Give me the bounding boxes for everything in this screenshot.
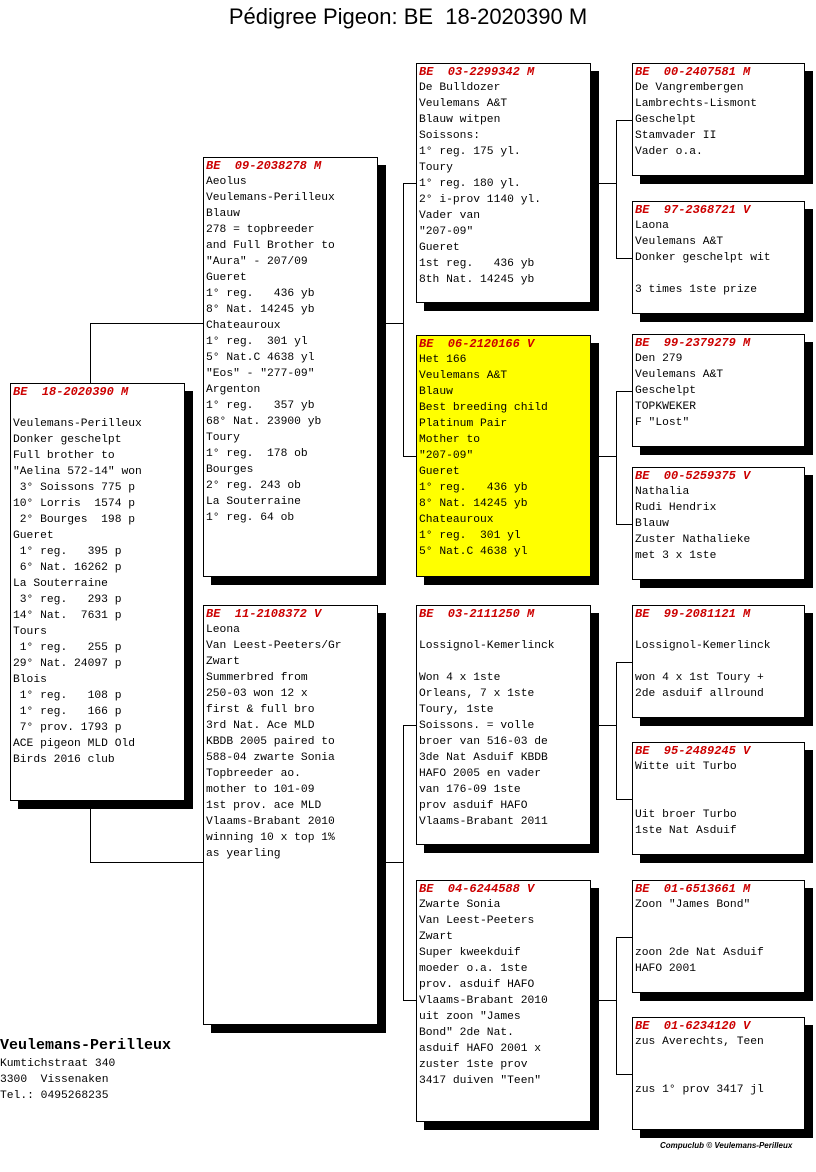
pigeon-info-line: Toury, 1ste bbox=[419, 704, 494, 716]
pigeon-info-line: Gueret bbox=[13, 530, 54, 542]
pigeon-info-line: Blauw witpen bbox=[419, 114, 501, 126]
connector-line bbox=[90, 862, 203, 863]
pigeon-info-line: 1st prov. ace MLD bbox=[206, 800, 322, 812]
pigeon-info-line: 2° i-prov 1140 yl. bbox=[419, 194, 542, 206]
connector-line bbox=[378, 862, 403, 863]
pigeon-box-ssd bbox=[632, 201, 805, 314]
pigeon-info-line: Aeolus bbox=[206, 176, 247, 188]
ring-number: BE 00-5259375 V bbox=[635, 469, 751, 483]
pigeon-info-line: KBDB 2005 paired to bbox=[206, 736, 335, 748]
pigeon-info-line: Gueret bbox=[206, 272, 247, 284]
connector-line bbox=[90, 801, 91, 863]
pigeon-info-line: asduif HAFO 2001 x bbox=[419, 1043, 542, 1055]
pigeon-info-line: Nathalia bbox=[635, 486, 690, 498]
breeder-city: 3300 Vissenaken bbox=[0, 1074, 109, 1086]
pigeon-info-line: De Bulldozer bbox=[419, 82, 501, 94]
pigeon-info-line: uit zoon "James bbox=[419, 1011, 521, 1023]
pigeon-info-line: 6° Nat. 16262 p bbox=[13, 562, 122, 574]
pigeon-info-line: Vader o.a. bbox=[635, 146, 703, 158]
pigeon-info-line: Leona bbox=[206, 624, 240, 636]
pigeon-info-line bbox=[635, 1050, 804, 1066]
pigeon-info-line: Lossignol-Kemerlinck bbox=[419, 640, 555, 652]
ring-number: BE 99-2379279 M bbox=[635, 336, 751, 350]
pigeon-info-line: 3rd Nat. Ace MLD bbox=[206, 720, 315, 732]
pigeon-info-line: Van Leest-Peeters bbox=[419, 915, 535, 927]
pigeon-info-line: 1° reg. 436 yb bbox=[206, 288, 315, 300]
ring-number: BE 09-2038278 M bbox=[206, 159, 322, 173]
pigeon-info-line: zoon 2de Nat Asduif bbox=[635, 947, 764, 959]
pigeon-info-line: broer van 516-03 de bbox=[419, 736, 548, 748]
pigeon-info-line bbox=[635, 266, 804, 282]
pigeon-info-line: Argenton bbox=[206, 384, 261, 396]
connector-line bbox=[403, 1000, 416, 1001]
connector-line bbox=[616, 120, 632, 121]
pigeon-box-dss bbox=[632, 605, 805, 718]
pigeon-info-line: HAFO 2005 en vader bbox=[419, 768, 542, 780]
pigeon-info-line: 3° reg. 293 p bbox=[13, 594, 122, 606]
pigeon-info-line: La Souterraine bbox=[206, 496, 301, 508]
pigeon-info-line: 1st reg. 436 yb bbox=[419, 258, 535, 270]
ring-number: BE 00-2407581 M bbox=[635, 65, 751, 79]
connector-line bbox=[616, 799, 632, 800]
pigeon-info-line bbox=[635, 775, 804, 791]
pigeon-info-line: prov. asduif HAFO bbox=[419, 979, 535, 991]
pigeon-info-line: 5° Nat.C 4638 yl bbox=[419, 546, 528, 558]
connector-line bbox=[616, 937, 617, 1074]
pigeon-info-line: HAFO 2001 bbox=[635, 963, 697, 975]
pigeon-info-line: Uit broer Turbo bbox=[635, 809, 737, 821]
pigeon-info-line: Vlaams-Brabant 2011 bbox=[419, 816, 548, 828]
pigeon-info-line: 29° Nat. 24097 p bbox=[13, 658, 122, 670]
pigeon-info-line bbox=[635, 1066, 804, 1082]
pigeon-info-line: mother to 101-09 bbox=[206, 784, 315, 796]
pigeon-info-line: 68° Nat. 23900 yb bbox=[206, 416, 322, 428]
ring-number: BE 11-2108372 V bbox=[206, 607, 322, 621]
connector-line bbox=[616, 524, 632, 525]
pigeon-info-line: Vlaams-Brabant 2010 bbox=[206, 816, 335, 828]
pigeon-info-line: Veulemans A&T bbox=[635, 236, 724, 248]
pigeon-box-dam-sire bbox=[416, 605, 591, 845]
pigeon-info-line: Won 4 x 1ste bbox=[419, 672, 501, 684]
ring-number: BE 01-6513661 M bbox=[635, 882, 751, 896]
pigeon-info-line: Soissons: bbox=[419, 130, 481, 142]
pigeon-info-line: met 3 x 1ste bbox=[635, 550, 717, 562]
pigeon-info-line: ACE pigeon MLD Old bbox=[13, 738, 136, 750]
pigeon-info-line: 7° prov. 1793 p bbox=[13, 722, 122, 734]
pigeon-box-subject bbox=[10, 383, 185, 801]
pigeon-info-line: 8° Nat. 14245 yb bbox=[206, 304, 315, 316]
pigeon-info-line: moeder o.a. 1ste bbox=[419, 963, 528, 975]
pigeon-box-sss bbox=[632, 63, 805, 176]
pigeon-info-line: van 176-09 1ste bbox=[419, 784, 521, 796]
pigeon-info-line: Donker geschelpt bbox=[13, 434, 122, 446]
pigeon-info-line: Soissons. = volle bbox=[419, 720, 535, 732]
connector-line bbox=[403, 725, 416, 726]
pigeon-info-line: "207-09" bbox=[419, 450, 474, 462]
pigeon-info-line: 1° reg. 301 yl bbox=[419, 530, 521, 542]
pigeon-info-line: Toury bbox=[206, 432, 240, 444]
pigeon-info-line: Blauw bbox=[206, 208, 240, 220]
connector-line bbox=[616, 1074, 632, 1075]
pigeon-info-line: 8° Nat. 14245 yb bbox=[419, 498, 528, 510]
pigeon-info-line: 2° reg. 243 ob bbox=[206, 480, 301, 492]
connector-line bbox=[378, 323, 403, 324]
pigeon-info-line: Zuster Nathalieke bbox=[635, 534, 751, 546]
connector-line bbox=[591, 183, 616, 184]
pigeon-info-line: Den 279 bbox=[635, 353, 683, 365]
connector-line bbox=[90, 323, 91, 383]
pigeon-info-line: 3417 duiven "Teen" bbox=[419, 1075, 542, 1087]
pigeon-info-line: 1ste Nat Asduif bbox=[635, 825, 737, 837]
pigeon-info-line: first & full bro bbox=[206, 704, 315, 716]
pigeon-info-line: 1° reg. 64 ob bbox=[206, 512, 295, 524]
pigeon-info-line: Zwarte Sonia bbox=[419, 899, 501, 911]
ring-number: BE 01-6234120 V bbox=[635, 1019, 751, 1033]
pigeon-info-line bbox=[635, 791, 804, 807]
pigeon-info-line: 14° Nat. 7631 p bbox=[13, 610, 122, 622]
pigeon-info-line: Platinum Pair bbox=[419, 418, 508, 430]
pigeon-box-dam bbox=[203, 605, 378, 1025]
connector-line bbox=[616, 120, 617, 258]
pigeon-info-line: 3° Soissons 775 p bbox=[13, 482, 136, 494]
pigeon-info-line: 3de Nat Asduif KBDB bbox=[419, 752, 548, 764]
ring-number: BE 18-2020390 M bbox=[13, 385, 129, 399]
connector-line bbox=[403, 183, 404, 456]
pigeon-info-line: Summerbred from bbox=[206, 672, 308, 684]
connector-line bbox=[616, 662, 632, 663]
pigeon-info-line: Veulemans A&T bbox=[635, 369, 724, 381]
pigeon-info-line: "207-09" bbox=[419, 226, 474, 238]
pigeon-info-line bbox=[419, 622, 590, 638]
pigeon-info-line: TOPKWEKER bbox=[635, 401, 697, 413]
breeder-phone: Tel.: 0495268235 bbox=[0, 1090, 109, 1102]
pigeon-info-line: won 4 x 1st Toury + bbox=[635, 672, 764, 684]
pigeon-info-line: 2de asduif allround bbox=[635, 688, 764, 700]
pigeon-info-line: 1° reg. 436 yb bbox=[419, 482, 528, 494]
pigeon-info-line: Birds 2016 club bbox=[13, 754, 115, 766]
pigeon-box-ddd bbox=[632, 1017, 805, 1130]
ring-number: BE 03-2299342 M bbox=[419, 65, 535, 79]
pigeon-info-line: Het 166 bbox=[419, 354, 467, 366]
pigeon-box-sire-dam bbox=[416, 335, 591, 577]
pigeon-info-line: Mother to bbox=[419, 434, 481, 446]
pigeon-info-line: zuster 1ste prov bbox=[419, 1059, 528, 1071]
pigeon-info-line: Bond" 2de Nat. bbox=[419, 1027, 514, 1039]
pigeon-info-line: Gueret bbox=[419, 466, 460, 478]
pigeon-info-line: Vlaams-Brabant 2010 bbox=[419, 995, 548, 1007]
connector-line bbox=[403, 725, 404, 1000]
pigeon-info-line: Geschelpt bbox=[635, 114, 697, 126]
ring-number: BE 95-2489245 V bbox=[635, 744, 751, 758]
ring-number: BE 04-6244588 V bbox=[419, 882, 535, 896]
connector-line bbox=[616, 391, 617, 524]
pigeon-info-line: Veulemans A&T bbox=[419, 98, 508, 110]
pigeon-info-line: 3 times 1ste prize bbox=[635, 284, 758, 296]
ring-number: BE 99-2081121 M bbox=[635, 607, 751, 621]
pigeon-info-line: Blauw bbox=[419, 386, 453, 398]
breeder-name: Veulemans-Perilleux bbox=[0, 1037, 172, 1054]
pigeon-info-line: Topbreeder ao. bbox=[206, 768, 301, 780]
pigeon-info-line: 250-03 won 12 x bbox=[206, 688, 308, 700]
pigeon-box-dds bbox=[632, 880, 805, 993]
pigeon-info-line: 1° reg. 166 p bbox=[13, 706, 122, 718]
connector-line bbox=[616, 937, 632, 938]
connector-line bbox=[403, 183, 416, 184]
pigeon-info-line bbox=[635, 913, 804, 929]
pigeon-info-line: Vader van bbox=[419, 210, 481, 222]
pigeon-info-line: 10° Lorris 1574 p bbox=[13, 498, 136, 510]
pigeon-info-line: Veulemans-Perilleux bbox=[13, 418, 142, 430]
pigeon-info-line: Orleans, 7 x 1ste bbox=[419, 688, 535, 700]
pigeon-info-line: Super kweekduif bbox=[419, 947, 521, 959]
pigeon-info-line: Van Leest-Peeters/Gr bbox=[206, 640, 342, 652]
connector-line bbox=[616, 258, 632, 259]
connector-line bbox=[90, 323, 203, 324]
pigeon-info-line: 1° reg. 180 yl. bbox=[419, 178, 521, 190]
pigeon-box-sds bbox=[632, 334, 805, 447]
pigeon-info-line: 8th Nat. 14245 yb bbox=[419, 274, 535, 286]
pigeon-info-line: Zwart bbox=[419, 931, 453, 943]
pigeon-info-line: Zoon "James Bond" bbox=[635, 899, 751, 911]
pigeon-info-line: and Full Brother to bbox=[206, 240, 335, 252]
pigeon-info-line: Tours bbox=[13, 626, 47, 638]
pigeon-box-sdd bbox=[632, 467, 805, 580]
pigeon-info-line: Rudi Hendrix bbox=[635, 502, 717, 514]
pigeon-info-line: 1° reg. 395 p bbox=[13, 546, 122, 558]
pigeon-info-line: Laona bbox=[635, 220, 669, 232]
pigeon-info-line: 2° Bourges 198 p bbox=[13, 514, 136, 526]
pigeon-info-line: Blauw bbox=[635, 518, 669, 530]
pigeon-info-line bbox=[419, 654, 590, 670]
pigeon-info-line bbox=[13, 400, 184, 416]
connector-line bbox=[591, 456, 616, 457]
pigeon-info-line: 588-04 zwarte Sonia bbox=[206, 752, 335, 764]
pigeon-info-line: Gueret bbox=[419, 242, 460, 254]
breeder-street: Kumtichstraat 340 bbox=[0, 1058, 116, 1070]
pigeon-info-line: 1° reg. 301 yl bbox=[206, 336, 308, 348]
pigeon-info-line: 278 = topbreeder bbox=[206, 224, 315, 236]
pigeon-box-dam-dam bbox=[416, 880, 591, 1122]
pigeon-info-line: La Souterraine bbox=[13, 578, 108, 590]
pigeon-info-line bbox=[635, 654, 804, 670]
page-title: Pédigree Pigeon: BE 18-2020390 M bbox=[228, 4, 588, 29]
pigeon-info-line: F "Lost" bbox=[635, 417, 690, 429]
pigeon-info-line: prov asduif HAFO bbox=[419, 800, 528, 812]
pigeon-info-line: Lossignol-Kemerlinck bbox=[635, 640, 771, 652]
pigeon-info-line: Toury bbox=[419, 162, 453, 174]
pigeon-info-line: as yearling bbox=[206, 848, 281, 860]
pigeon-info-line: "Aelina 572-14" won bbox=[13, 466, 142, 478]
pigeon-info-line: Chateauroux bbox=[419, 514, 494, 526]
connector-line bbox=[591, 725, 616, 726]
pigeon-box-sire-sire bbox=[416, 63, 591, 303]
pigeon-info-line bbox=[635, 622, 804, 638]
connector-line bbox=[591, 1000, 616, 1001]
pigeon-info-line: zus 1° prov 3417 jl bbox=[635, 1084, 764, 1096]
pigeon-info-line: Bourges bbox=[206, 464, 254, 476]
pigeon-info-line: winning 10 x top 1% bbox=[206, 832, 335, 844]
pigeon-info-line: "Eos" - "277-09" bbox=[206, 368, 315, 380]
pigeon-info-line: zus Averechts, Teen bbox=[635, 1036, 764, 1048]
pigeon-info-line: 5° Nat.C 4638 yl bbox=[206, 352, 315, 364]
pigeon-box-dsd bbox=[632, 742, 805, 855]
pigeon-info-line: 1° reg. 108 p bbox=[13, 690, 122, 702]
pigeon-info-line: Blois bbox=[13, 674, 47, 686]
software-credit: Compuclub © Veulemans-Perilleux bbox=[660, 1141, 793, 1150]
connector-line bbox=[403, 456, 416, 457]
connector-line bbox=[616, 662, 617, 799]
ring-number: BE 06-2120166 V bbox=[419, 337, 535, 351]
ring-number: BE 03-2111250 M bbox=[419, 607, 535, 621]
connector-line bbox=[616, 391, 632, 392]
pigeon-info-line: Witte uit Turbo bbox=[635, 761, 737, 773]
pigeon-info-line: 1° reg. 255 p bbox=[13, 642, 122, 654]
pigeon-info-line: "Aura" - 207/09 bbox=[206, 256, 308, 268]
pigeon-info-line: Lambrechts-Lismont bbox=[635, 98, 758, 110]
pigeon-info-line: Donker geschelpt wit bbox=[635, 252, 771, 264]
pigeon-info-line: Best breeding child bbox=[419, 402, 548, 414]
pigeon-info-line: 1° reg. 175 yl. bbox=[419, 146, 521, 158]
pigeon-info-line: Chateauroux bbox=[206, 320, 281, 332]
ring-number: BE 97-2368721 V bbox=[635, 203, 751, 217]
pigeon-info-line: Zwart bbox=[206, 656, 240, 668]
pigeon-info-line bbox=[635, 929, 804, 945]
pigeon-info-line: De Vangrembergen bbox=[635, 82, 744, 94]
pigeon-info-line: Veulemans A&T bbox=[419, 370, 508, 382]
pigeon-info-line: Full brother to bbox=[13, 450, 115, 462]
pigeon-box-sire bbox=[203, 157, 378, 577]
pigeon-info-line: Veulemans-Perilleux bbox=[206, 192, 335, 204]
pigeon-info-line: Geschelpt bbox=[635, 385, 697, 397]
pigeon-info-line: 1° reg. 357 yb bbox=[206, 400, 315, 412]
pigeon-info-line: 1° reg. 178 ob bbox=[206, 448, 308, 460]
breeder-info bbox=[0, 1036, 171, 1104]
pigeon-info-line: Stamvader II bbox=[635, 130, 717, 142]
